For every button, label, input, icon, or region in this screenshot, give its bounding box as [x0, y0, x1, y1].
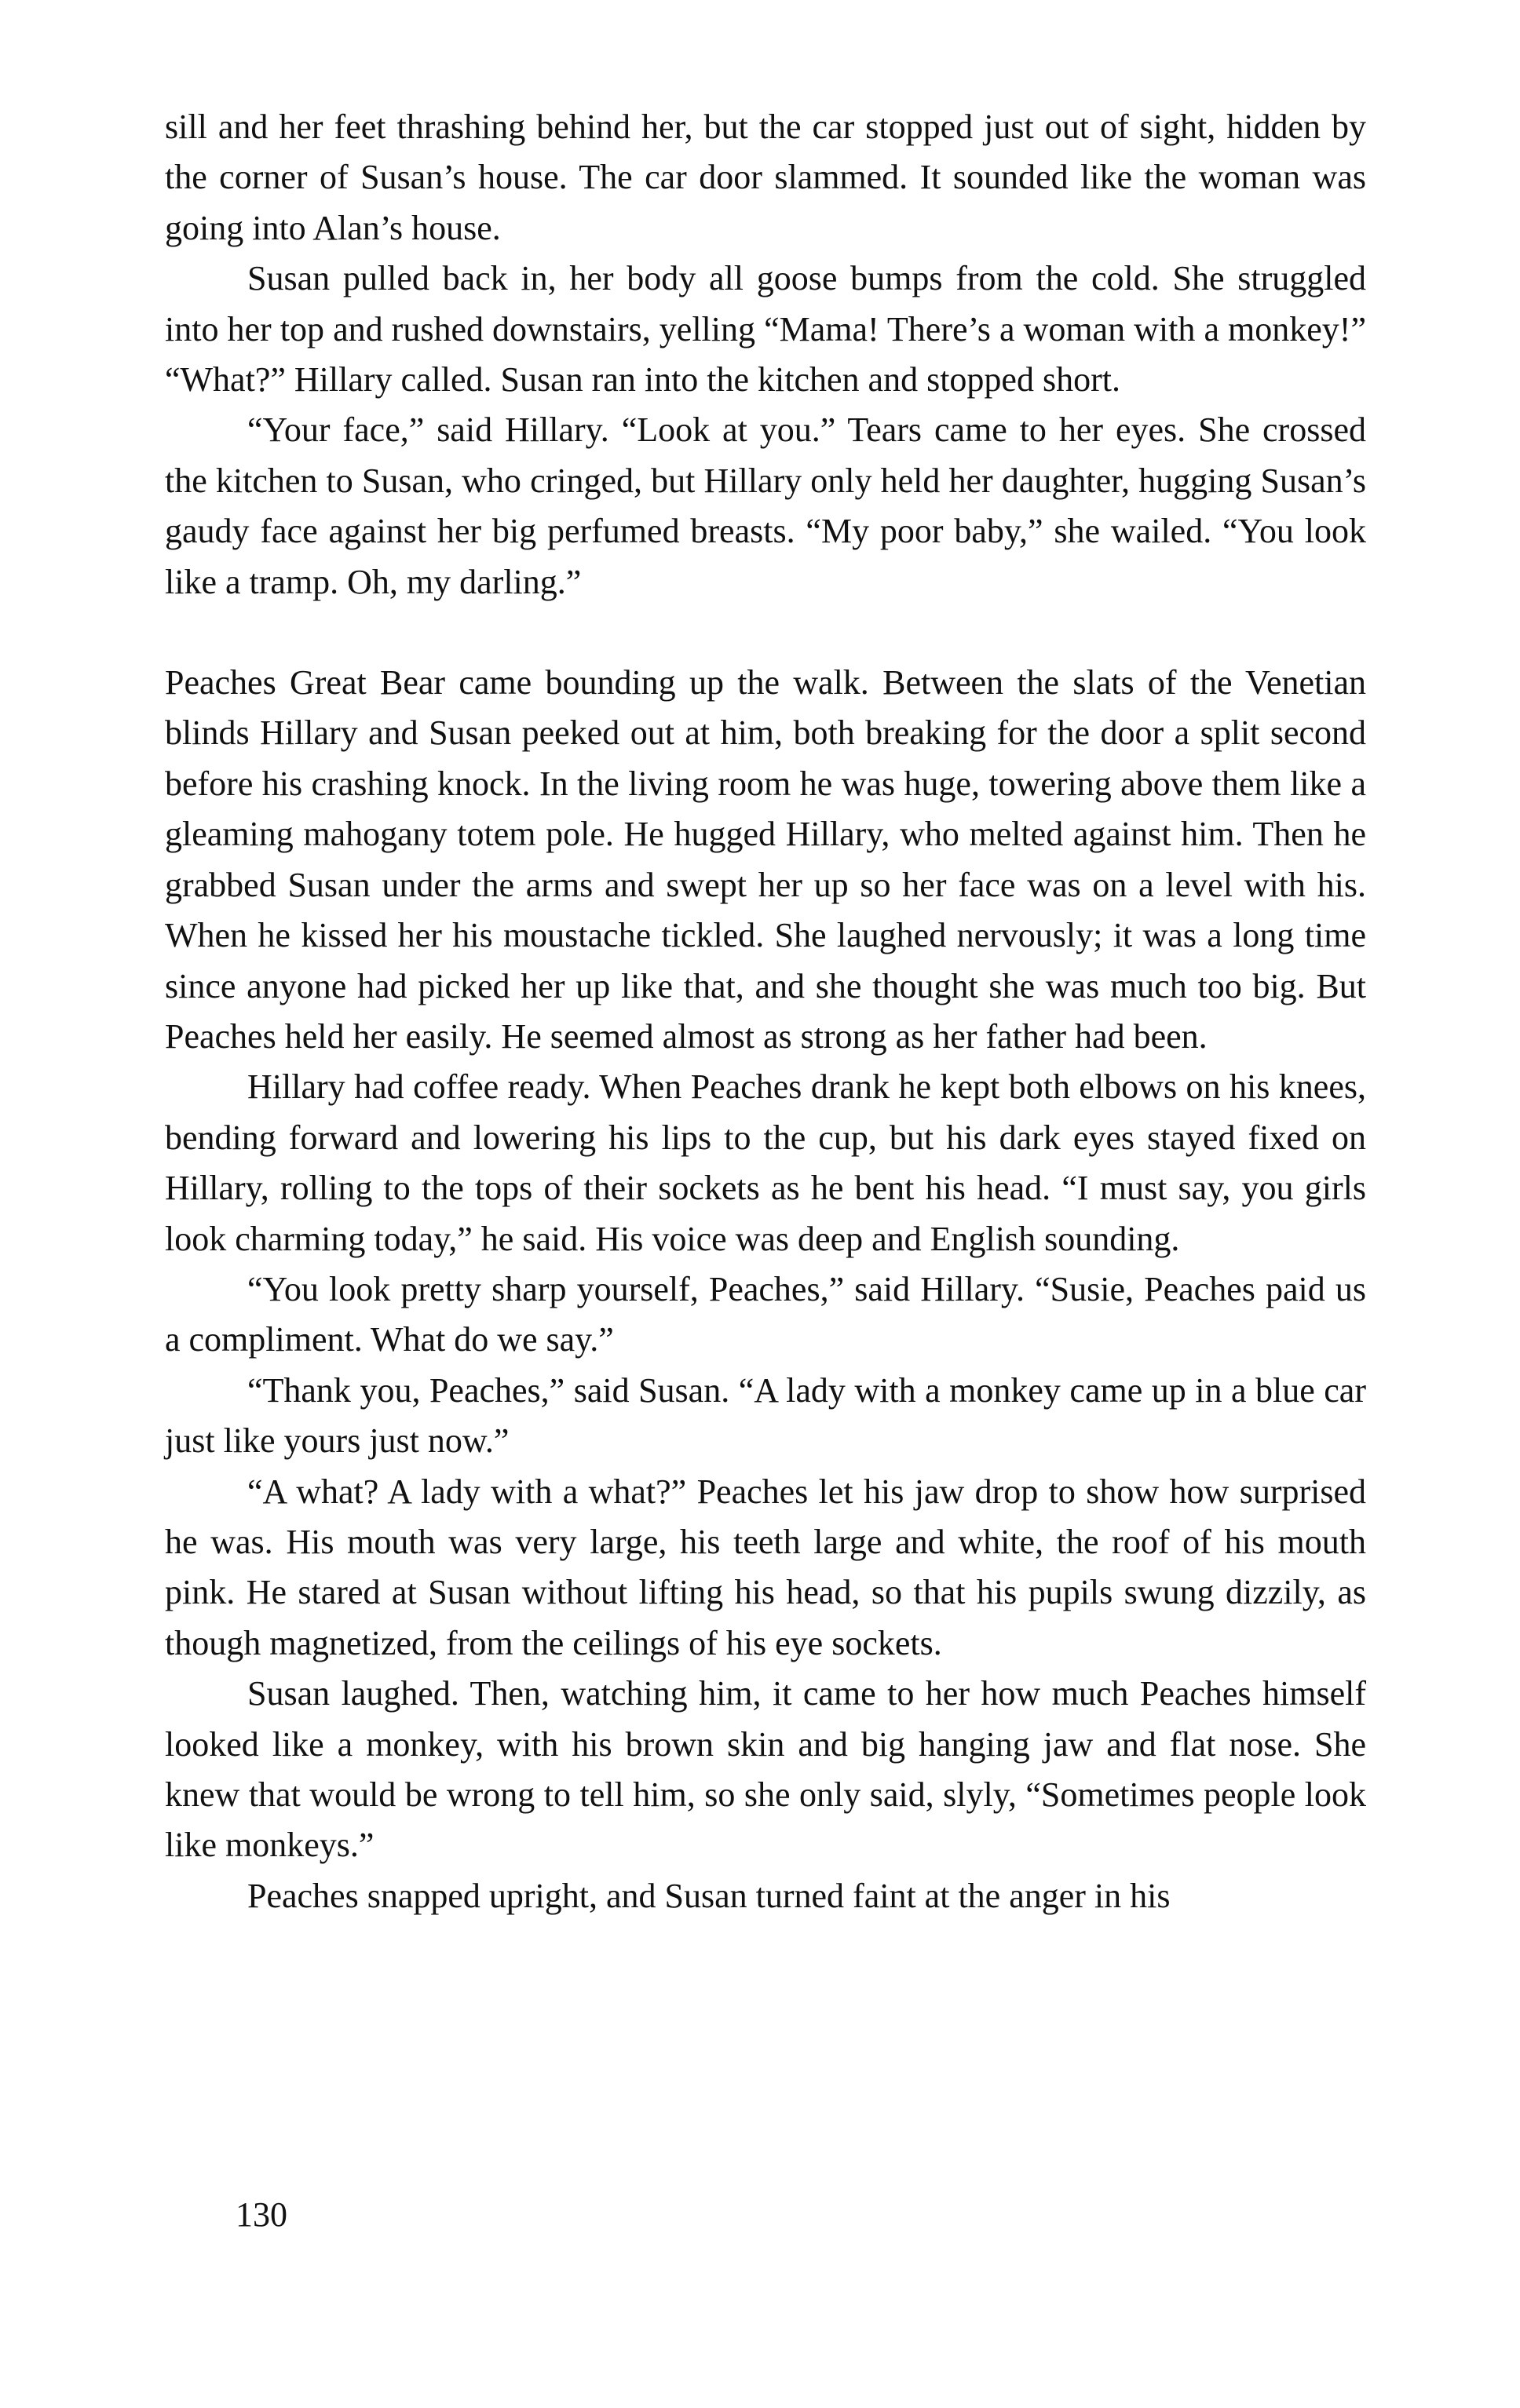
- paragraph-8: “A what? A lady with a what?” Peaches let his jaw drop to show how surprised he was. His mouth was very large, his teeth large and white, the roof of his mouth pink. He stared at Susan without lifting his head, so that his pupils swung dizzily, as though magnetized, from the ceilings of his eye sockets.: [165, 1472, 1366, 1662]
- paragraph-7: “Thank you, Peaches,” said Susan. “A lady with a monkey came up in a blue car just like yours just now.”: [165, 1370, 1366, 1461]
- paragraph-9: Susan laughed. Then, watching him, it came to her how much Peaches himself looked like a monkey, with his brown skin and big hanging jaw and flat nose. She knew that would be wrong to tell him, so she only said, slyly, “Sometimes people look like monkeys.”: [165, 1674, 1366, 1865]
- page-body: [165, 102, 1366, 1921]
- page-number: 130: [236, 2195, 287, 2234]
- paragraph-6: “You look pretty sharp yourself, Peaches,” said Hillary. “Susie, Peaches paid us a compliment. What do we say.”: [165, 1269, 1366, 1359]
- paragraph-4: Peaches Great Bear came bounding up the walk. Between the slats of the Venetian blinds Hillary and Susan peeked out at him, both breaking for the door a split second before his crashing knock. In the living room he was huge, towering above them like a gleaming mahogany totem pole. He hugged Hillary, who melted against him. Then he grabbed Susan under the arms and swept her up so her face was on a level with his. When he kissed her his moustache tickled. She laughed nervously; it was a long time since anyone had picked her up like that, and she thought she was much too big. But Peaches held her easily. He seemed almost as strong as her father had been.: [165, 663, 1366, 1056]
- paragraph-1: sill and her feet thrashing behind her, but the car stopped just out of sight, hidden by the corner of Susan’s house. The car door slammed. It sounded like the woman was going into Alan’s house.: [165, 108, 1366, 247]
- paragraph-2: Susan pulled back in, her body all goose bumps from the cold. She struggled into her top and rushed downstairs, yelling “Mama! There’s a woman with a monkey!” “What?” Hillary called. Susan ran into the kitchen and stopped short.: [165, 259, 1366, 400]
- paragraph-10: Peaches snapped upright, and Susan turned faint at the anger in his: [247, 1876, 1171, 1915]
- paragraph-3: “Your face,” said Hillary. “Look at you.” Tears came to her eyes. She crossed the kitchen to Susan, who cringed, but Hillary only held her daughter, hugging Susan’s gaudy face against her big perfumed breasts. “My poor baby,” she wailed. “You look like a tramp. Oh, my darling.”: [165, 410, 1366, 601]
- paragraph-5: Hillary had coffee ready. When Peaches drank he kept both elbows on his knees, bending forward and lowering his lips to the cup, but his dark eyes stayed fixed on Hillary, rolling to the tops of their sockets as he bent his head. “I must say, you girls look charming today,” he said. His voice was deep and English sounding.: [165, 1067, 1366, 1258]
